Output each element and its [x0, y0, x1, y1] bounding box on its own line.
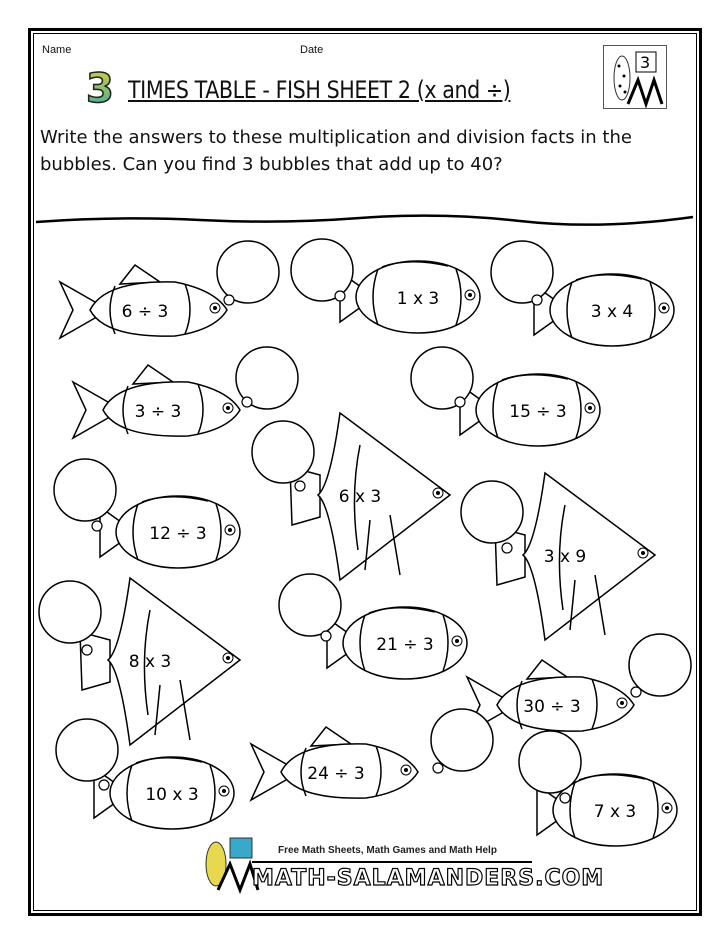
times-table-number: 3	[86, 66, 114, 112]
fish-problem-label: 10 x 3	[145, 785, 199, 805]
fish	[94, 757, 234, 829]
answer-bubble[interactable]	[291, 239, 353, 301]
page-title: TIMES TABLE - FISH SHEET 2 (x and ÷)	[128, 76, 511, 104]
fish-problem-label: 6 x 3	[338, 487, 382, 507]
fish	[467, 660, 634, 733]
small-bubble	[242, 397, 252, 407]
answer-bubble[interactable]	[461, 481, 523, 543]
fish-problem-label: 21 ÷ 3	[376, 635, 434, 655]
name-label: Name	[42, 44, 72, 56]
fish-problem-label: 1 x 3	[396, 289, 440, 309]
fish-problem-label: 15 ÷ 3	[509, 402, 567, 422]
fish	[340, 261, 480, 333]
logo-number: 3	[640, 53, 651, 72]
fish	[60, 265, 227, 338]
small-bubble	[455, 397, 465, 407]
fish	[460, 374, 600, 446]
fish-problem-label: 30 ÷ 3	[523, 697, 581, 717]
fish-problem-label: 3 x 4	[590, 302, 634, 322]
fish-problem-label: 8 x 3	[128, 652, 172, 672]
fish	[73, 365, 240, 438]
answer-bubble[interactable]	[54, 459, 116, 521]
small-bubble	[335, 291, 345, 301]
fish-problem-label: 6 ÷ 3	[121, 302, 169, 322]
instructions: Write the answers to these multiplication and division facts in the bubbles. Can you find 3 bubbles that add up to 40?	[40, 127, 632, 175]
fish	[100, 496, 240, 568]
fish	[327, 607, 467, 679]
small-bubble	[532, 295, 542, 305]
fish	[290, 413, 450, 580]
small-bubble	[560, 793, 570, 803]
footer-tagline: Free Math Sheets, Math Games and Math Help	[278, 845, 497, 856]
answer-bubble[interactable]	[431, 709, 493, 771]
fish-problem-label: 24 ÷ 3	[307, 764, 365, 784]
answer-bubble[interactable]	[56, 719, 118, 781]
answer-bubble[interactable]	[39, 581, 101, 643]
answer-bubble[interactable]	[491, 241, 553, 303]
small-bubble	[502, 543, 512, 553]
small-bubble	[631, 687, 641, 697]
answer-bubble[interactable]	[279, 574, 341, 636]
footer-divider	[252, 861, 532, 863]
fish	[80, 578, 240, 745]
date-label: Date	[300, 44, 324, 56]
answer-bubble[interactable]	[252, 421, 314, 483]
fish-problem-label: 7 x 3	[593, 802, 637, 822]
footer-salamander-icon	[200, 834, 260, 894]
small-bubble	[82, 645, 92, 655]
footer-site-name: MATH-SALAMANDERS.COM	[252, 866, 605, 891]
small-bubble	[99, 780, 109, 790]
fish	[534, 274, 674, 346]
water-line	[36, 216, 693, 225]
small-bubble	[433, 763, 443, 773]
fish-problem-label: 3 ÷ 3	[134, 402, 182, 422]
small-bubble	[224, 295, 234, 305]
fish-problem-label: 3 x 9	[543, 547, 587, 567]
answer-bubble[interactable]	[519, 731, 581, 793]
fish	[251, 727, 418, 800]
fish-problem-label: 12 ÷ 3	[149, 524, 207, 544]
small-bubble	[321, 631, 331, 641]
small-bubble	[295, 481, 305, 491]
answer-bubble[interactable]	[217, 241, 279, 303]
answer-bubble[interactable]	[629, 634, 691, 696]
small-bubble	[92, 521, 102, 531]
